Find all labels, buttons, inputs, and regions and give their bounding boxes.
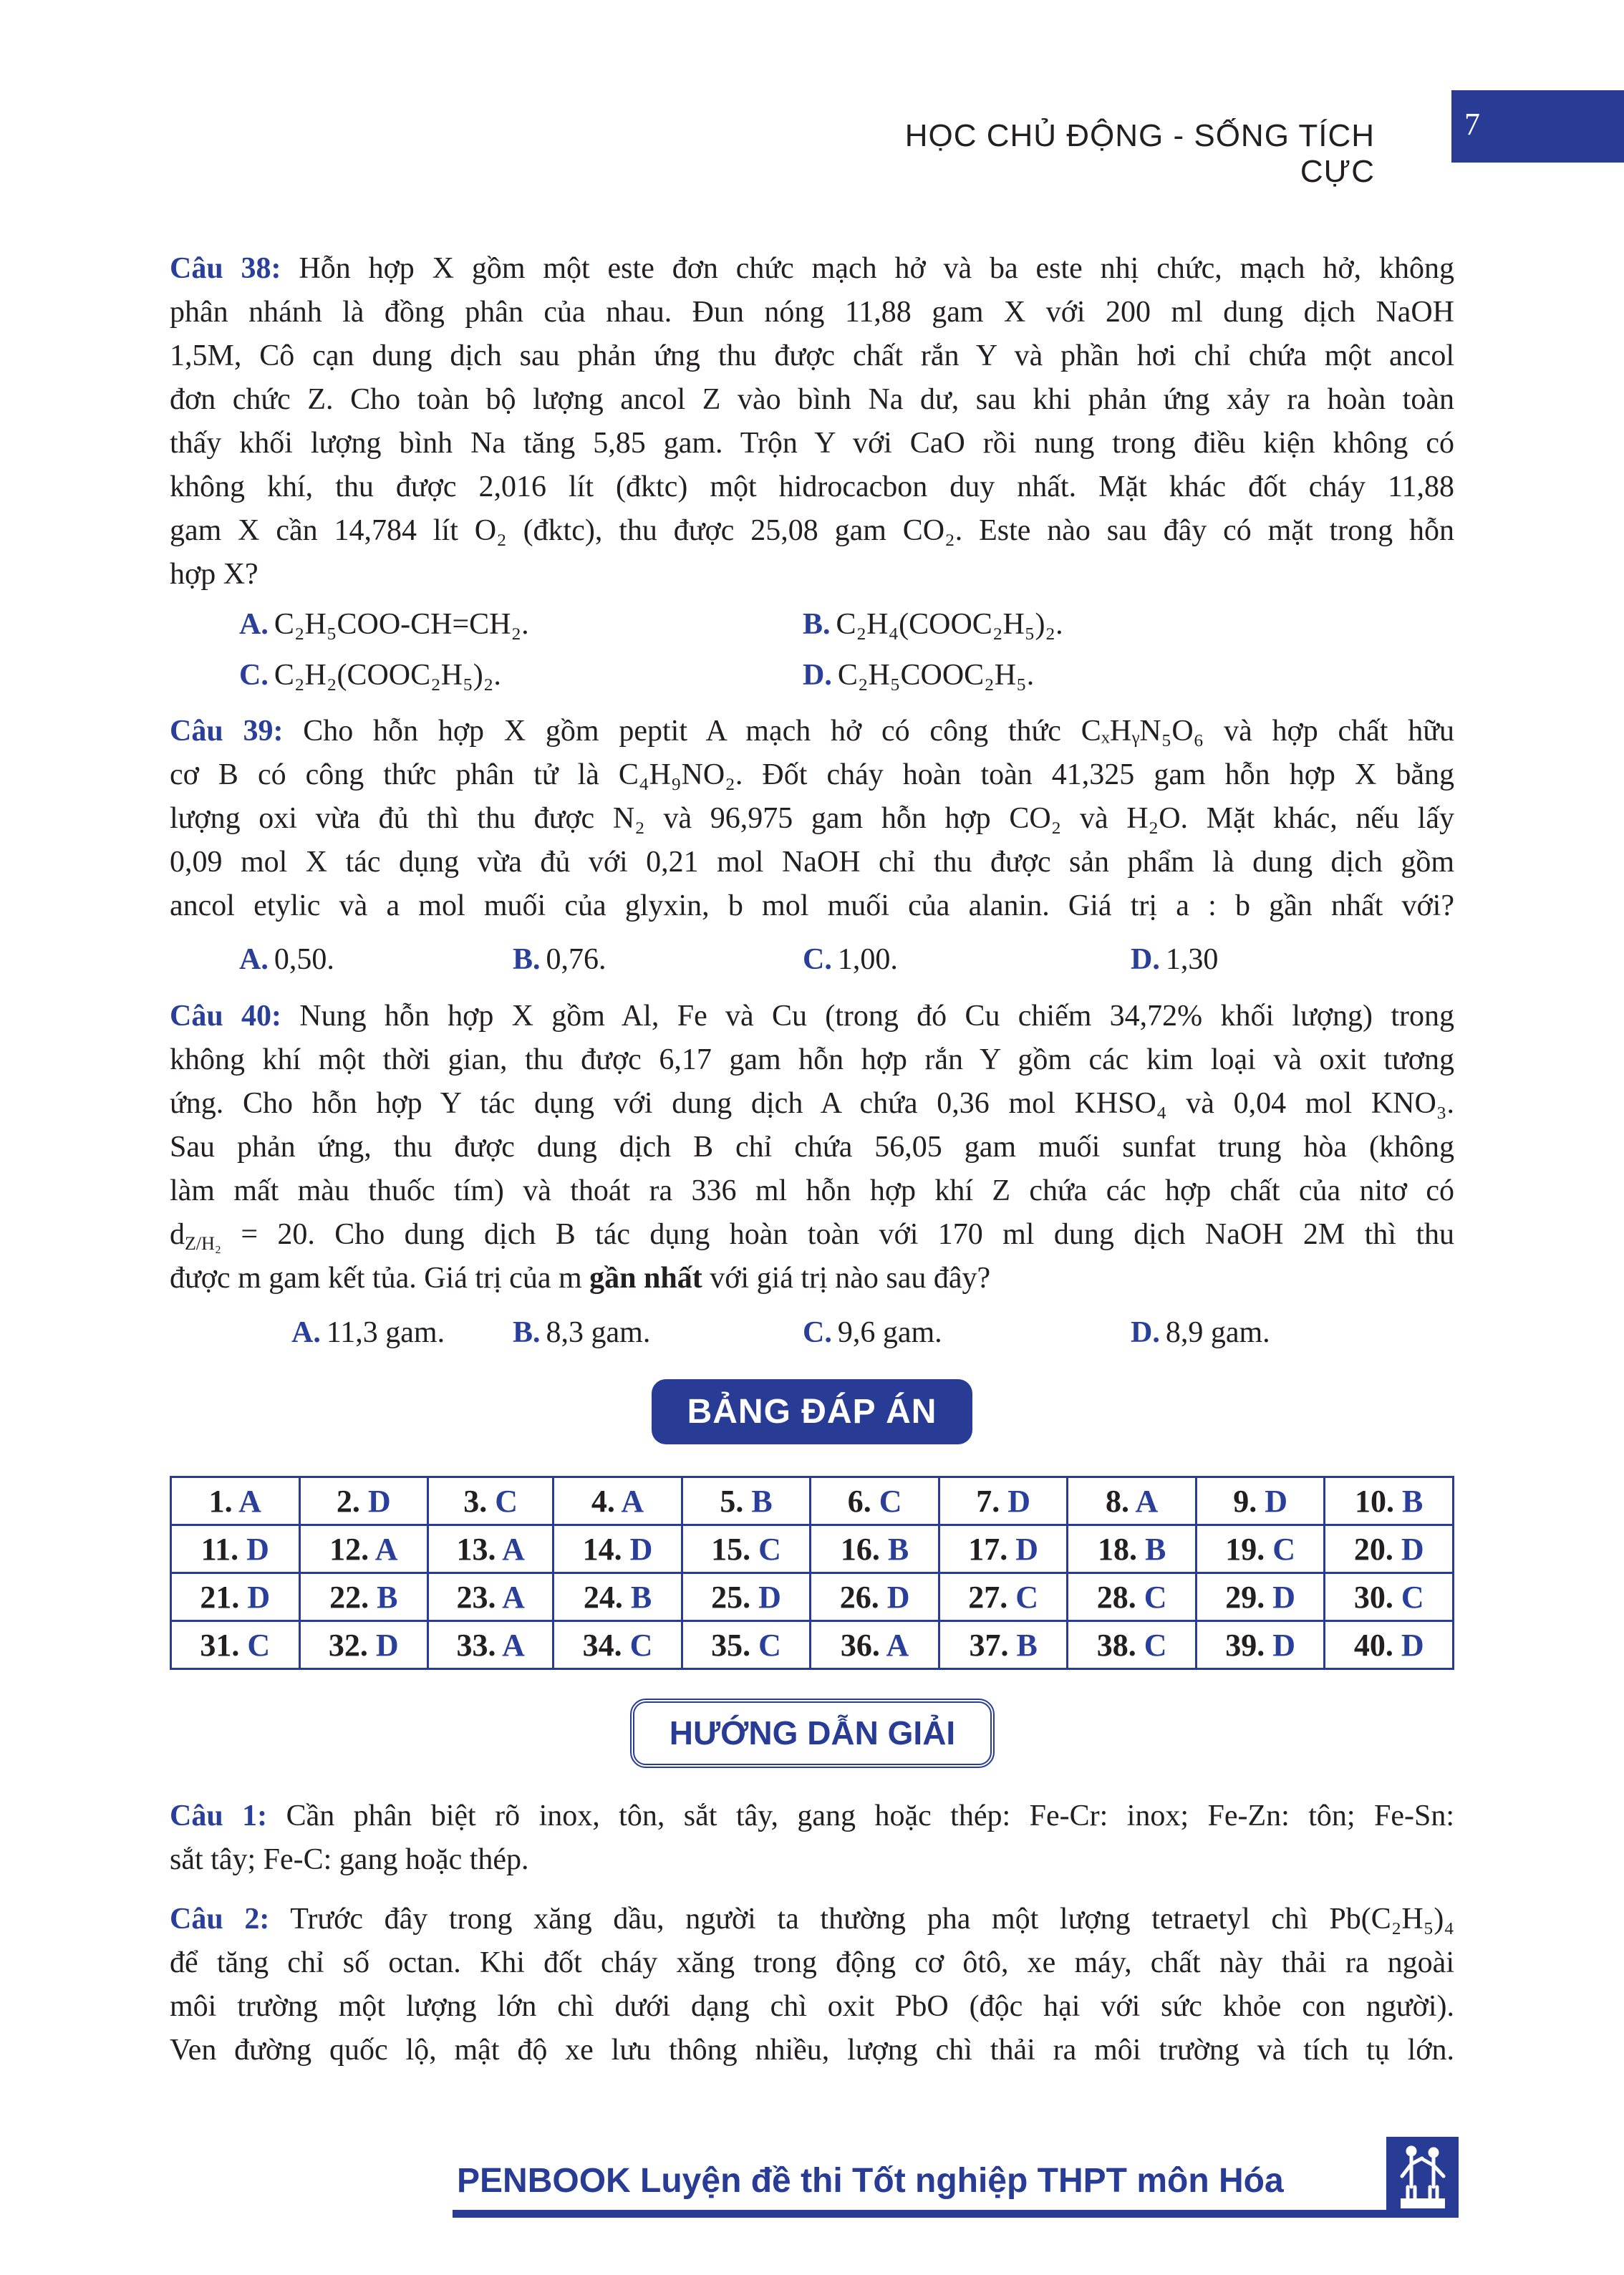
text-line	[170, 710, 1454, 753]
question-label: Câu 40:	[170, 1000, 281, 1033]
text-line	[170, 2029, 1454, 2072]
answer-letter: C	[758, 1627, 781, 1663]
answer-number: 1.	[208, 1483, 233, 1519]
q39-option-d: D. 1,30	[1131, 943, 1219, 976]
emphasis-text: gần nhất	[589, 1262, 702, 1295]
answer-letter: A	[238, 1483, 261, 1519]
answer-number: 24.	[583, 1579, 623, 1615]
q40-option-b: B. 8,3 gam.	[513, 1316, 651, 1349]
answer-letter: C	[629, 1627, 653, 1663]
answer-cell	[554, 1477, 682, 1525]
text-line	[170, 247, 1454, 291]
answer-number: 26.	[839, 1579, 879, 1615]
text-line	[170, 1082, 1454, 1126]
answer-row	[171, 1573, 1454, 1621]
density-symbol: d	[170, 1218, 185, 1251]
answer-row	[171, 1525, 1454, 1573]
penbook-logo-icon	[1386, 2137, 1459, 2218]
q40-options	[0, 1311, 1624, 1355]
text-line	[170, 841, 1454, 884]
answer-number: 21.	[200, 1579, 240, 1615]
answer-key-table	[170, 1476, 1454, 1670]
answer-number: 12.	[329, 1531, 369, 1567]
line-text: Cần phân biệt rõ inox, tôn, sắt tây, gang hoặc thép: Fe-Cr: inox; Fe-Zn: tôn; Fe-Sn:	[286, 1800, 1454, 1832]
text-line	[170, 995, 1454, 1038]
q40-option-a: A. 11,3 gam.	[291, 1316, 445, 1349]
answer-number: 4.	[591, 1483, 615, 1519]
line-text: không khí một thời gian, thu được 6,17 gam hỗn hợp rắn Y gồm các kim loại và oxit tương	[170, 1043, 1454, 1076]
answer-cell	[682, 1477, 811, 1525]
q38-option-c: C. C₂H₂(COOC₂H₅)₂.	[239, 659, 501, 692]
answer-number: 23.	[456, 1579, 496, 1615]
answer-cell	[428, 1573, 554, 1621]
answer-number: 29.	[1225, 1579, 1265, 1615]
running-header: HỌC CHỦ ĐỘNG - SỐNG TÍCH CỰC	[904, 118, 1375, 189]
answer-letter: C	[758, 1531, 781, 1567]
line-text: cơ B có công thức phân tử là C₄H₉NO₂. Đốt cháy hoàn toàn 41,325 gam hỗn hợp X bằng	[170, 758, 1454, 791]
answer-number: 16.	[840, 1531, 880, 1567]
page-number-box	[1451, 90, 1624, 163]
answer-letter: D	[375, 1627, 399, 1663]
answer-cell	[1068, 1573, 1197, 1621]
q38-option-d: D. C₂H₅COOC₂H₅.	[803, 659, 1035, 692]
answer-letter: D	[1401, 1627, 1424, 1663]
answer-cell	[554, 1621, 682, 1669]
question-38	[170, 247, 1454, 596]
answer-number: 14.	[582, 1531, 622, 1567]
answer-cell	[554, 1525, 682, 1573]
answer-cell	[682, 1573, 811, 1621]
answer-cell	[1196, 1477, 1325, 1525]
answer-cell	[939, 1477, 1068, 1525]
solution-guide-heading: HƯỚNG DẪN GIẢI	[630, 1699, 995, 1768]
q38-option-a: A. C₂H₅COO-CH=CH₂.	[239, 608, 529, 641]
text-line	[170, 1985, 1454, 2029]
answer-number: 18.	[1097, 1531, 1137, 1567]
answer-cell	[939, 1621, 1068, 1669]
answer-cell	[428, 1477, 554, 1525]
line-text: lượng oxi vừa đủ thì thu được N₂ và 96,975 gam hỗn hợp CO₂ và H₂O. Mặt khác, nếu lấy	[170, 802, 1454, 835]
answer-cell	[171, 1621, 300, 1669]
answer-number: 19.	[1225, 1531, 1265, 1567]
line-text: được m gam kết tủa. Giá trị của m	[170, 1262, 590, 1295]
answer-letter: C	[879, 1483, 902, 1519]
q38-option-b: B. C₂H₄(COOC₂H₅)₂.	[803, 608, 1063, 641]
answer-number: 30.	[1353, 1579, 1393, 1615]
answer-cell	[1068, 1477, 1197, 1525]
answer-number: 9.	[1233, 1483, 1257, 1519]
answer-letter: A	[621, 1483, 644, 1519]
text-line	[170, 884, 1454, 928]
answer-number: 39.	[1225, 1627, 1265, 1663]
line-text: đơn chức Z. Cho toàn bộ lượng ancol Z vào bình Na dư, sau khi phản ứng xảy ra hoàn toàn	[170, 383, 1454, 416]
answer-letter: D	[629, 1531, 653, 1567]
text-line	[170, 334, 1454, 378]
answer-number: 36.	[840, 1627, 880, 1663]
answer-number: 37.	[969, 1627, 1009, 1663]
question-label: Câu 1:	[170, 1800, 268, 1832]
solution-1	[170, 1795, 1454, 1882]
answer-number: 35.	[711, 1627, 751, 1663]
answer-letter: B	[1144, 1531, 1166, 1567]
answer-number: 40.	[1353, 1627, 1393, 1663]
answer-number: 28.	[1096, 1579, 1136, 1615]
answer-letter: D	[758, 1579, 781, 1615]
answer-number: 33.	[456, 1627, 496, 1663]
answer-cell	[299, 1477, 428, 1525]
line-text: Nung hỗn hợp X gồm Al, Fe và Cu (trong đó Cu chiếm 34,72% khối lượng) trong	[299, 1000, 1454, 1033]
answer-number: 31.	[200, 1627, 240, 1663]
q39-option-c: C. 1,00.	[803, 943, 898, 976]
answer-letter: A	[374, 1531, 398, 1567]
line-text: Sau phản ứng, thu được dung dịch B chỉ chứa 56,05 gam muối sunfat trung hòa (không	[170, 1131, 1454, 1164]
answer-cell	[299, 1573, 428, 1621]
line-text: thấy khối lượng bình Na tăng 5,85 gam. Trộn Y với CaO rồi nung trong điều kiện không có	[170, 427, 1454, 460]
text-line	[170, 509, 1454, 553]
answer-cell	[682, 1621, 811, 1669]
answer-letter: C	[1272, 1531, 1296, 1567]
line-text: làm mất màu thuốc tím) và thoát ra 336 ml hỗn hợp khí Z chứa các hợp chất của nitơ có	[170, 1174, 1454, 1207]
line-text: không khí, thu được 2,016 lít (đktc) một hidrocacbon duy nhất. Mặt khác đốt cháy 11,88	[170, 470, 1454, 503]
answer-cell	[1325, 1573, 1454, 1621]
answer-cell	[939, 1573, 1068, 1621]
answer-cell	[1325, 1621, 1454, 1669]
answer-letter: C	[1144, 1627, 1167, 1663]
answer-letter: B	[887, 1531, 909, 1567]
text-line	[170, 553, 1454, 596]
answer-number: 7.	[976, 1483, 1000, 1519]
line-text: Hỗn hợp X gồm một este đơn chức mạch hở và ba este nhị chức, mạch hở, không	[299, 252, 1454, 285]
line-text: Trước đây trong xăng dầu, người ta thường pha một lượng tetraetyl chì Pb(C₂H₅)₄	[290, 1903, 1454, 1936]
answer-letter: C	[247, 1627, 271, 1663]
answer-number: 34.	[582, 1627, 622, 1663]
q39-option-b: B. 0,76.	[513, 943, 606, 976]
q40-option-c: C. 9,6 gam.	[803, 1316, 942, 1349]
answer-letter: C	[1015, 1579, 1039, 1615]
line-text: Ven đường quốc lộ, mật độ xe lưu thông nhiều, lượng chì thải ra môi trường và tích tụ lớn.	[170, 2034, 1454, 2067]
text-line	[170, 1213, 1454, 1257]
answer-number: 3.	[463, 1483, 488, 1519]
answer-number: 10.	[1355, 1483, 1395, 1519]
answer-cell	[1196, 1621, 1325, 1669]
answer-number: 8.	[1105, 1483, 1129, 1519]
answer-number: 13.	[456, 1531, 496, 1567]
answer-number: 38.	[1096, 1627, 1136, 1663]
line-text: hợp X?	[170, 558, 258, 591]
answer-cell	[1325, 1525, 1454, 1573]
line-text: = 20. Cho dung dịch B tác dụng hoàn toàn với 170 ml dung dịch NaOH 2M thì thu	[221, 1218, 1454, 1251]
text-line	[170, 1038, 1454, 1082]
answer-number: 17.	[968, 1531, 1008, 1567]
footer-rule	[453, 2210, 1459, 2218]
answer-letter: D	[247, 1579, 271, 1615]
question-label: Câu 38:	[170, 252, 281, 285]
text-line	[170, 753, 1454, 797]
answer-letter: C	[1401, 1579, 1424, 1615]
answer-number: 20.	[1353, 1531, 1393, 1567]
text-line	[170, 1898, 1454, 1941]
line-text: phân nhánh là đồng phân của nhau. Đun nóng 11,88 gam X với 200 ml dung dịch NaOH	[170, 296, 1454, 329]
page-number: 7	[1464, 107, 1480, 142]
answer-letter: D	[1007, 1483, 1031, 1519]
answer-cell	[1068, 1525, 1197, 1573]
q40-option-d: D. 8,9 gam.	[1131, 1316, 1270, 1349]
text-line	[170, 291, 1454, 334]
answer-letter: D	[1401, 1531, 1424, 1567]
answer-letter: D	[886, 1579, 910, 1615]
q39-options	[0, 938, 1624, 982]
line-text: 0,09 mol X tác dụng vừa đủ với 0,21 mol NaOH chỉ thu được sản phẩm là dung dịch gồm	[170, 846, 1454, 879]
answer-cell	[1325, 1477, 1454, 1525]
line-text: gam X cần 14,784 lít O₂ (đktc), thu được 25,08 gam CO₂. Este nào sau đây có mặt trong hỗn	[170, 514, 1454, 547]
answer-cell	[171, 1477, 300, 1525]
text-line	[170, 465, 1454, 509]
answer-letter: B	[1016, 1627, 1038, 1663]
answer-letter: B	[1402, 1483, 1424, 1519]
answer-cell	[1196, 1525, 1325, 1573]
answer-letter: D	[1015, 1531, 1039, 1567]
answer-cell	[811, 1525, 939, 1573]
answer-letter: D	[1265, 1483, 1288, 1519]
answer-letter: B	[751, 1483, 773, 1519]
answer-cell	[171, 1573, 300, 1621]
answer-row	[171, 1621, 1454, 1669]
question-label: Câu 39:	[170, 715, 284, 748]
answer-letter: D	[367, 1483, 391, 1519]
answer-cell	[1068, 1621, 1197, 1669]
text-line	[170, 422, 1454, 465]
line-text: sắt tây; Fe-C: gang hoặc thép.	[170, 1843, 529, 1876]
question-39	[170, 710, 1454, 928]
text-line	[170, 1126, 1454, 1169]
q38-options-row2	[0, 654, 1624, 697]
answer-cell	[1196, 1573, 1325, 1621]
text-line	[170, 1169, 1454, 1213]
answer-row	[171, 1477, 1454, 1525]
answer-number: 27.	[968, 1579, 1008, 1615]
text-line	[170, 1257, 1454, 1300]
answer-cell	[811, 1477, 939, 1525]
answer-number: 32.	[328, 1627, 368, 1663]
answer-number: 2.	[336, 1483, 360, 1519]
answer-cell	[811, 1573, 939, 1621]
solution-2	[170, 1898, 1454, 2072]
answer-letter: A	[1135, 1483, 1159, 1519]
answer-number: 5.	[720, 1483, 744, 1519]
answer-number: 6.	[847, 1483, 871, 1519]
answer-letter: A	[502, 1531, 525, 1567]
answer-letter: B	[630, 1579, 652, 1615]
answer-cell	[171, 1525, 300, 1573]
answer-cell	[682, 1525, 811, 1573]
answer-letter: C	[495, 1483, 518, 1519]
answer-letter: D	[1272, 1579, 1296, 1615]
text-line	[170, 1941, 1454, 1985]
answer-cell	[939, 1525, 1068, 1573]
answer-number: 15.	[711, 1531, 751, 1567]
line-text: để tăng chỉ số octan. Khi đốt cháy xăng trong động cơ ôtô, xe máy, chất này thải ra ngoài	[170, 1946, 1454, 1979]
answer-number: 11.	[200, 1531, 239, 1567]
line-text: 1,5M, Cô cạn dung dịch sau phản ứng thu được chất rắn Y và phần hơi chỉ chứa một ancol	[170, 339, 1454, 372]
line-text: Cho hỗn hợp X gồm peptit A mạch hở có công thức CₓHᵧN₅O₆ và hợp chất hữu	[303, 715, 1455, 748]
footer-title: PENBOOK Luyện đề thi Tốt nghiệp THPT môn Hóa	[457, 2162, 1284, 2200]
text-line	[170, 1838, 1454, 1882]
answer-cell	[299, 1525, 428, 1573]
answer-cell	[554, 1573, 682, 1621]
text-line	[170, 797, 1454, 841]
line-text: ứng. Cho hỗn hợp Y tác dụng với dung dịch A chứa 0,36 mol KHSO₄ và 0,04 mol KNO₃.	[170, 1087, 1454, 1120]
answer-letter: A	[886, 1627, 909, 1663]
line-text: với giá trị nào sau đây?	[702, 1262, 991, 1295]
text-line	[170, 378, 1454, 422]
answer-letter: A	[502, 1627, 525, 1663]
answer-letter: C	[1144, 1579, 1167, 1615]
question-label: Câu 2:	[170, 1903, 270, 1936]
density-subscript: Z/H₂	[185, 1233, 221, 1254]
answer-cell	[811, 1621, 939, 1669]
answer-cell	[299, 1621, 428, 1669]
answer-letter: A	[502, 1579, 525, 1615]
q38-options-row1	[0, 603, 1624, 647]
answer-letter: D	[246, 1531, 269, 1567]
q39-option-a: A. 0,50.	[239, 943, 334, 976]
answer-cell	[428, 1621, 554, 1669]
answer-number: 22.	[329, 1579, 369, 1615]
text-line	[170, 1795, 1454, 1838]
question-40	[170, 995, 1454, 1300]
answer-letter: D	[1272, 1627, 1296, 1663]
answer-letter: B	[377, 1579, 398, 1615]
line-text: ancol etylic và a mol muối của glyxin, b mol muối của alanin. Giá trị a : b gần nhất với?	[170, 889, 1454, 922]
answer-cell	[428, 1525, 554, 1573]
line-text: môi trường một lượng lớn chì dưới dạng chì oxit PbO (độc hại với sức khỏe con người).	[170, 1990, 1454, 2023]
answer-number: 25.	[711, 1579, 751, 1615]
answer-key-heading: BẢNG ĐÁP ÁN	[652, 1379, 972, 1444]
